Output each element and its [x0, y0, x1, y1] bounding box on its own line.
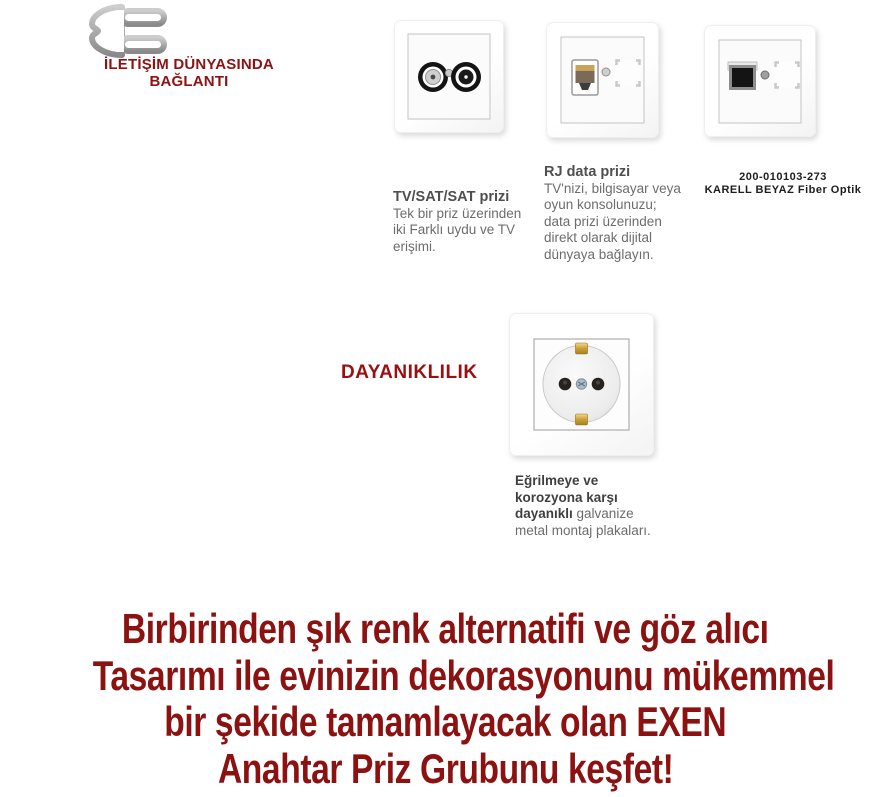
fiber-optic-code: 200-010103-273 [739, 171, 827, 183]
tv-sat-title: TV/SAT/SAT prizi [393, 189, 510, 205]
durability-caption-bold: Eğrilmeye ve korozyona karşı dayanıklı [515, 473, 618, 521]
tv-sat-caption [393, 189, 523, 255]
rj-data-description: TV'nizi, bilgisayar veya oyun konsolunuzu; data prizi üzerinden direkt olarak dijital dünyaya bağlayın. [544, 180, 681, 262]
tv-sat-description: Tek bir priz üzerinden iki Farklı uydu ve TV erişimi. [393, 205, 522, 254]
rj-data-title: RJ data prizi [544, 164, 631, 180]
fiber-optic-caption [698, 171, 868, 197]
footer-line-1: Birbirinden şık renk alternatifi ve göz alıcı [122, 605, 769, 652]
footer-slogan [0, 606, 891, 792]
footer-line-3: bir şekide tamamlayacak olan EXEN [164, 698, 727, 745]
fiber-optic-name: KARELL BEYAZ Fiber Optik [704, 184, 862, 196]
footer-line-4: Anahtar Priz Grubunu keşfet! [217, 744, 674, 792]
rj-data-socket-image [546, 22, 659, 138]
schuko-socket-image [509, 313, 654, 456]
rj-data-caption [544, 164, 686, 263]
tv-sat-socket-image [394, 20, 504, 133]
plug-icon [86, 3, 170, 64]
brand-tagline: İLETİŞİM DÜNYASINDA BAĞLANTI [104, 56, 274, 90]
footer-line-2: Tasarımı ile evinizin dekorasyonunu mükemmel [92, 651, 835, 699]
durability-caption [515, 473, 657, 539]
fiber-optic-socket-image [704, 25, 816, 137]
durability-heading: DAYANIKLILIK [341, 362, 478, 383]
durability-caption-regular: galvanize metal montaj plakaları. [515, 506, 651, 538]
